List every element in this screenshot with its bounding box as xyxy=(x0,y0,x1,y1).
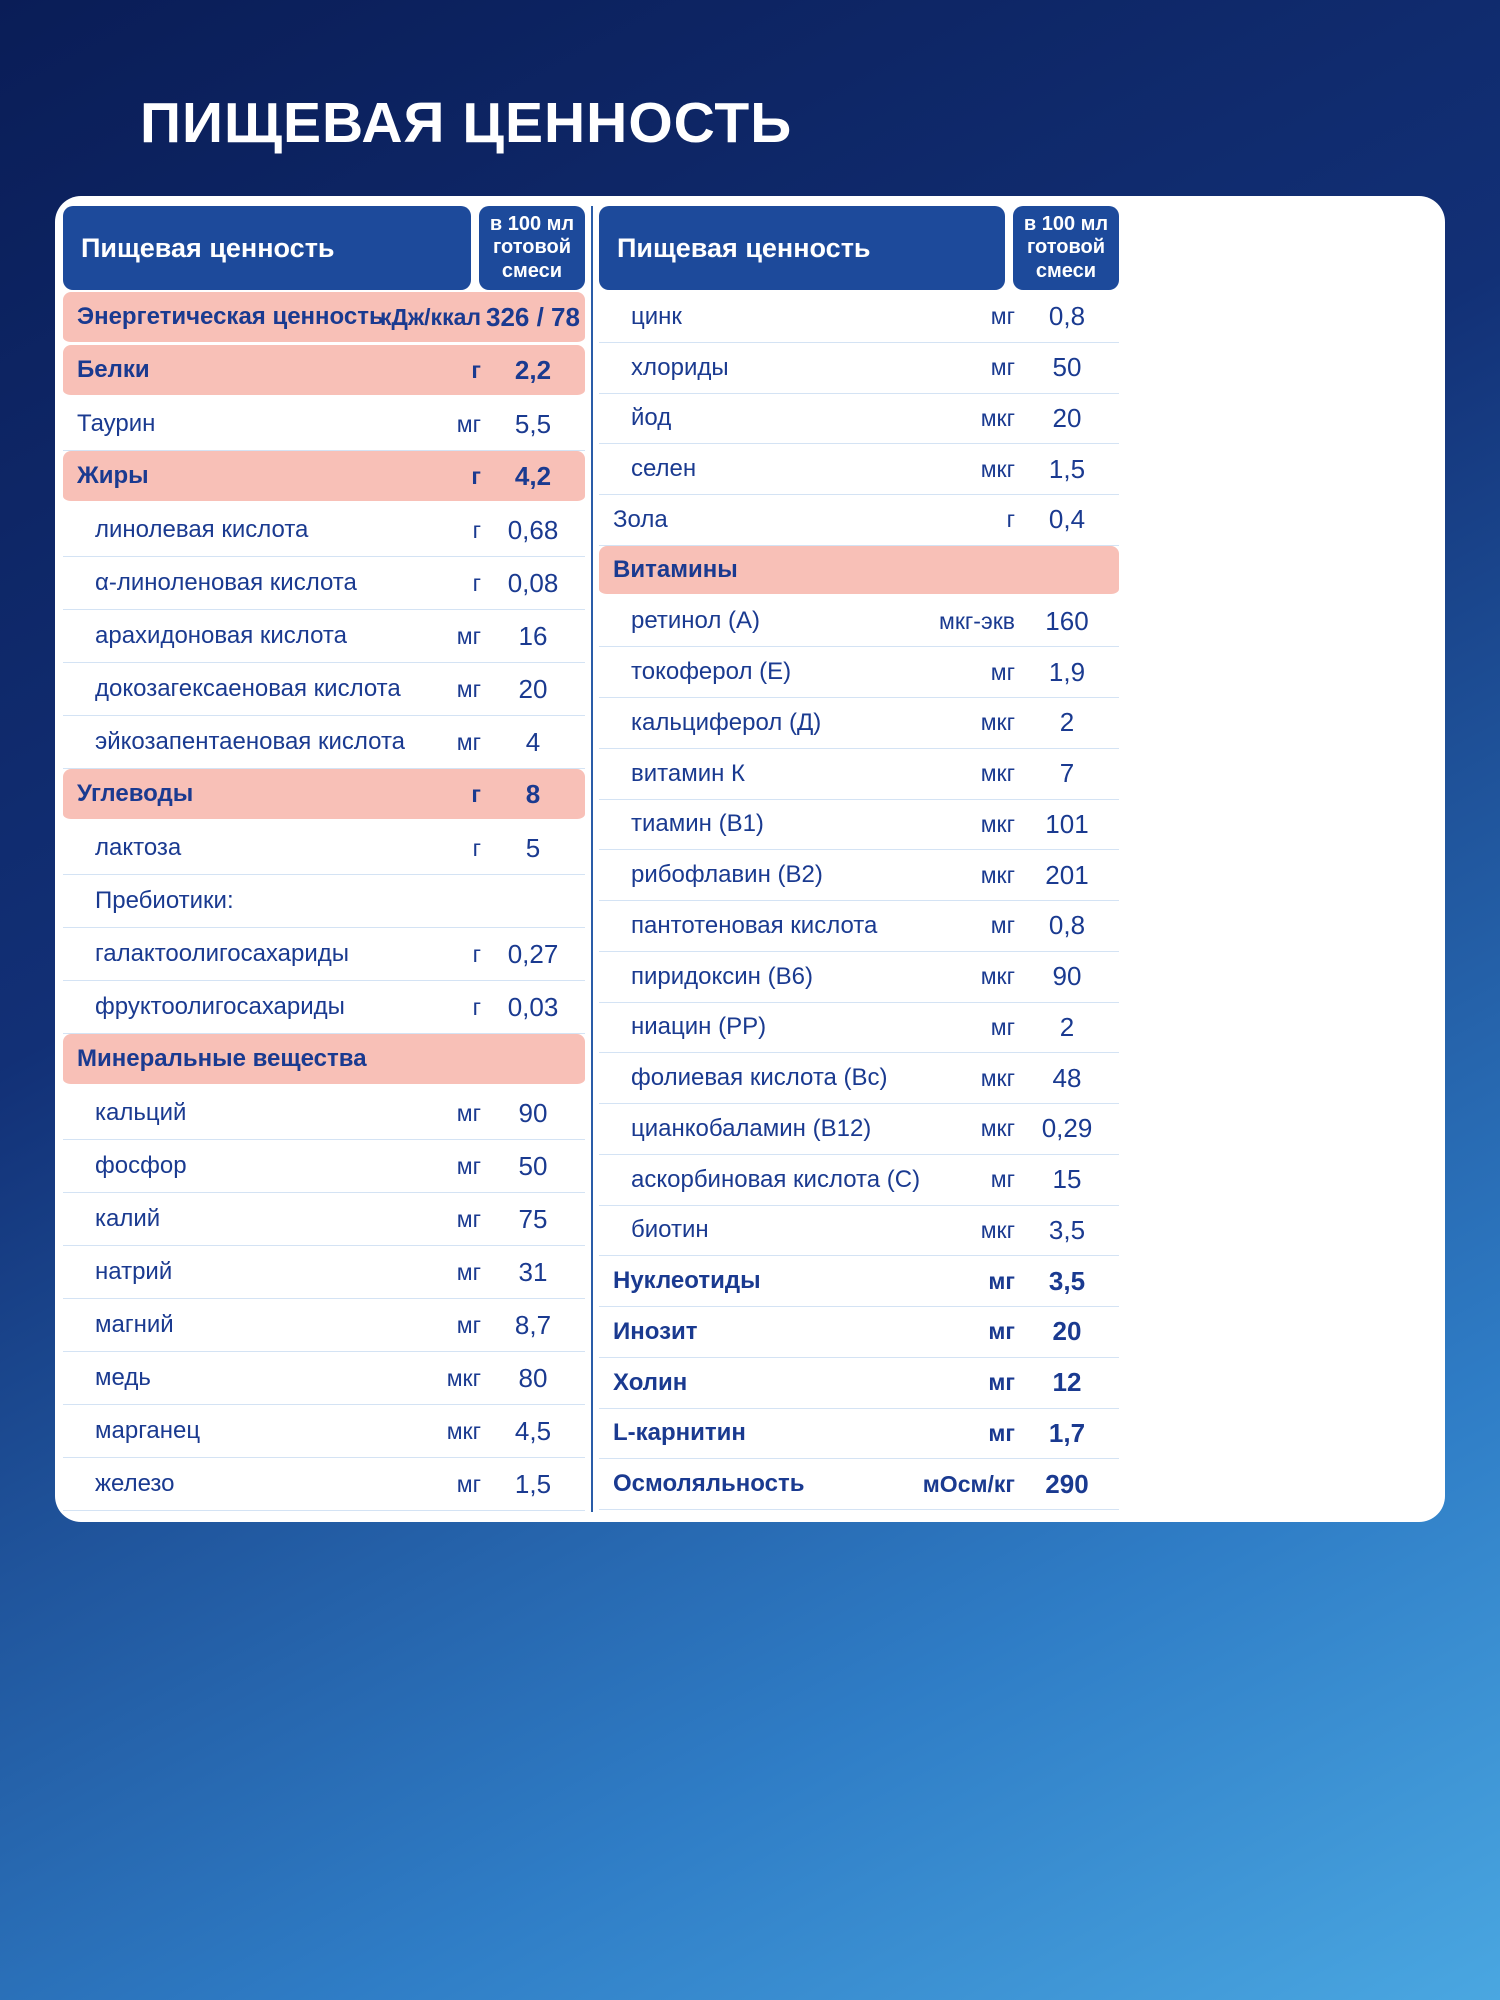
nutrient-label: Витамины xyxy=(613,555,738,583)
nutrient-label: арахидоновая кислота xyxy=(95,622,347,649)
nutrient-value: 2 xyxy=(1059,707,1075,738)
nutrient-unit: мг xyxy=(988,1369,1015,1396)
nutrient-label: хлориды xyxy=(631,353,729,381)
nutrient-label: лактоза xyxy=(95,834,182,861)
nutrient-label: Нуклеотиды xyxy=(613,1267,761,1295)
nutrient-value: 90 xyxy=(518,1097,548,1128)
table-row xyxy=(63,1246,585,1299)
nutrient-unit: г xyxy=(471,780,481,807)
nutrient-value: 290 xyxy=(1045,1468,1089,1499)
nutrient-unit: мкг xyxy=(980,709,1015,736)
nutrient-unit: мкг xyxy=(980,810,1015,837)
nutrient-value: 80 xyxy=(518,1362,548,1393)
nutrient-value: 8,7 xyxy=(514,1309,552,1340)
nutrient-unit: г xyxy=(472,834,481,861)
nutrient-label: линолевая кислота xyxy=(95,516,309,543)
table-row xyxy=(63,1087,585,1140)
nutrient-label: фосфор xyxy=(95,1152,187,1179)
nutrient-label: Жиры xyxy=(77,462,149,489)
nutrient-value: 90 xyxy=(1052,961,1082,992)
table-row xyxy=(599,1256,1119,1307)
nutrient-unit: мг xyxy=(990,1166,1015,1193)
table-row xyxy=(63,928,585,981)
table-header-right xyxy=(599,206,1119,290)
nutrient-value: 0,03 xyxy=(507,991,559,1022)
nutrient-unit: г xyxy=(471,462,481,489)
nutrient-label: фолиевая кислота (Вс) xyxy=(631,1064,888,1092)
nutrition-table-right xyxy=(599,206,1119,1510)
table-row xyxy=(63,716,585,769)
table-row xyxy=(63,822,585,875)
section-row xyxy=(63,451,585,504)
nutrient-label: докозагексаеновая кислота xyxy=(95,675,401,702)
nutrient-value: 12 xyxy=(1052,1367,1082,1398)
nutrient-value: 5 xyxy=(525,832,541,863)
nutrient-value: 5,5 xyxy=(514,408,552,439)
table-row xyxy=(599,698,1119,749)
nutrient-label: эйкозапентаеновая кислота xyxy=(95,728,406,755)
nutrient-unit: мг xyxy=(990,658,1015,685)
table-header-unit: в 100 мл готовой смеси xyxy=(479,206,585,290)
page-title: ПИЩЕВАЯ ЦЕННОСТЬ xyxy=(140,91,793,155)
nutrient-value: 201 xyxy=(1045,859,1089,890)
nutrient-value: 4,5 xyxy=(514,1415,552,1446)
nutrient-unit: мг xyxy=(988,1318,1015,1345)
table-header-title: Пищевая ценность xyxy=(599,206,1005,290)
nutrient-label: калий xyxy=(95,1205,161,1232)
nutrient-unit: мкг xyxy=(980,1115,1015,1142)
table-row xyxy=(599,952,1119,1003)
nutrient-value: 20 xyxy=(1052,402,1082,433)
nutrient-unit: мг xyxy=(456,728,481,755)
nutrient-label: галактоолигосахариды xyxy=(95,940,350,967)
nutrient-unit: г xyxy=(472,993,481,1020)
nutrient-value: 16 xyxy=(518,620,548,651)
nutrient-unit: мОсм/кг xyxy=(922,1470,1015,1497)
nutrient-label: цианкобаламин (В12) xyxy=(631,1114,872,1142)
nutrient-unit: мкг xyxy=(980,404,1015,431)
nutrient-unit: мкг xyxy=(980,963,1015,990)
table-row xyxy=(599,394,1119,445)
table-row xyxy=(599,749,1119,800)
table-header-left xyxy=(63,206,585,290)
nutrient-unit: мкг xyxy=(980,1216,1015,1243)
nutrient-label: Холин xyxy=(613,1368,688,1396)
nutrient-label: ниацин (РР) xyxy=(631,1013,767,1041)
table-row xyxy=(599,1053,1119,1104)
section-row xyxy=(599,546,1119,597)
nutrition-card xyxy=(55,196,1445,1522)
nutrient-value: 1,5 xyxy=(514,1468,552,1499)
nutrient-label: натрий xyxy=(95,1258,173,1285)
table-row xyxy=(599,1003,1119,1054)
nutrient-unit: мг xyxy=(456,1099,481,1126)
nutrient-value: 160 xyxy=(1045,605,1089,636)
nutrient-unit: мкг xyxy=(446,1417,481,1444)
nutrient-value: 75 xyxy=(518,1203,548,1234)
nutrient-unit: г xyxy=(471,356,481,383)
nutrient-unit: кДж/ккал xyxy=(379,303,481,330)
nutrient-label: селен xyxy=(631,455,697,483)
nutrient-unit: мг xyxy=(456,1311,481,1338)
nutrient-unit: мкг xyxy=(980,1064,1015,1091)
nutrient-value: 50 xyxy=(1052,352,1082,383)
nutrient-unit: мг xyxy=(988,1267,1015,1294)
table-row xyxy=(63,1458,585,1511)
table-row xyxy=(63,1193,585,1246)
nutrient-value: 3,5 xyxy=(1048,1214,1086,1245)
table-header-title: Пищевая ценность xyxy=(63,206,471,290)
nutrient-value: 8 xyxy=(525,778,541,809)
nutrient-unit: мкг xyxy=(980,455,1015,482)
table-row xyxy=(599,1409,1119,1460)
table-rows-right xyxy=(599,292,1119,1510)
nutrient-unit: мг xyxy=(456,1152,481,1179)
table-row xyxy=(63,1299,585,1352)
nutrient-label: α-линоленовая кислота xyxy=(95,569,357,596)
nutrient-label: Энергетическая ценность xyxy=(77,303,384,330)
nutrient-value: 20 xyxy=(518,673,548,704)
nutrient-value: 101 xyxy=(1045,808,1089,839)
nutrient-value: 0,27 xyxy=(507,938,559,969)
nutrient-unit: мг xyxy=(456,1205,481,1232)
nutrient-unit: мг xyxy=(456,1258,481,1285)
nutrient-unit: мг xyxy=(456,622,481,649)
nutrient-value: 50 xyxy=(518,1150,548,1181)
nutrient-unit: мг xyxy=(990,354,1015,381)
nutrient-value: 20 xyxy=(1052,1316,1082,1347)
table-row xyxy=(63,1140,585,1193)
nutrient-value: 0,4 xyxy=(1048,504,1086,535)
nutrient-value: 0,8 xyxy=(1048,910,1086,941)
nutrient-unit: мг xyxy=(456,1470,481,1497)
nutrient-label: пиридоксин (В6) xyxy=(631,962,813,990)
table-row xyxy=(599,1358,1119,1409)
nutrient-label: кальций xyxy=(95,1099,187,1126)
table-row xyxy=(599,647,1119,698)
nutrient-unit: мг xyxy=(990,303,1015,330)
nutrient-value: 326 / 78 xyxy=(486,301,580,332)
nutrient-value: 7 xyxy=(1059,758,1075,789)
nutrient-unit: мг xyxy=(988,1419,1015,1446)
table-row xyxy=(599,1104,1119,1155)
table-row xyxy=(63,610,585,663)
table-row xyxy=(63,398,585,451)
nutrient-label: тиамин (В1) xyxy=(631,810,764,838)
nutrient-label: Инозит xyxy=(613,1317,698,1345)
nutrient-unit: мкг-экв xyxy=(939,607,1015,634)
nutrient-value: 48 xyxy=(1052,1062,1082,1093)
nutrient-label: ретинол (А) xyxy=(631,607,761,635)
nutrient-label: магний xyxy=(95,1311,174,1338)
nutrient-value: 0,8 xyxy=(1048,301,1086,332)
table-row xyxy=(599,343,1119,394)
nutrient-label: аскорбиновая кислота (С) xyxy=(631,1165,921,1193)
nutrient-value: 15 xyxy=(1052,1164,1082,1195)
nutrient-label: марганец xyxy=(95,1417,201,1444)
table-row xyxy=(599,292,1119,343)
table-row xyxy=(599,444,1119,495)
nutrient-unit: мг xyxy=(990,912,1015,939)
nutrient-unit: г xyxy=(472,569,481,596)
nutrient-label: Таурин xyxy=(77,410,156,437)
nutrient-label: витамин К xyxy=(631,759,746,787)
nutrient-label: Белки xyxy=(77,356,150,383)
table-rows-left xyxy=(63,292,585,1511)
section-row xyxy=(63,769,585,822)
nutrient-value: 0,08 xyxy=(507,567,559,598)
column-divider xyxy=(591,206,593,1512)
table-row xyxy=(599,495,1119,546)
nutrition-table-left xyxy=(63,206,585,1511)
table-row xyxy=(63,1352,585,1405)
nutrient-label: рибофлавин (В2) xyxy=(631,861,823,889)
nutrient-unit: г xyxy=(472,940,481,967)
nutrient-label: фруктоолигосахариды xyxy=(95,993,345,1020)
nutrient-unit: г xyxy=(1006,506,1015,533)
table-row xyxy=(63,1405,585,1458)
nutrient-label: цинк xyxy=(631,302,682,330)
section-row xyxy=(63,292,585,345)
table-row xyxy=(63,981,585,1034)
nutrient-label: пантотеновая кислота xyxy=(631,911,878,939)
nutrient-unit: мкг xyxy=(446,1364,481,1391)
table-row xyxy=(63,663,585,716)
nutrient-value: 1,7 xyxy=(1048,1417,1086,1448)
nutrient-label: железо xyxy=(95,1470,175,1497)
nutrient-unit: г xyxy=(472,516,481,543)
nutrient-label: Минеральные вещества xyxy=(77,1045,367,1072)
nutrient-unit: мкг xyxy=(980,861,1015,888)
nutrient-value: 2 xyxy=(1059,1011,1075,1042)
nutrient-unit: мг xyxy=(456,675,481,702)
table-row xyxy=(63,504,585,557)
nutrient-label: L-карнитин xyxy=(613,1419,746,1447)
nutrient-label: Пребиотики: xyxy=(95,887,234,914)
nutrient-label: Осмоляльность xyxy=(613,1470,805,1498)
table-row xyxy=(599,1206,1119,1257)
nutrient-unit: мкг xyxy=(980,760,1015,787)
table-row xyxy=(63,875,585,928)
table-row xyxy=(599,1155,1119,1206)
nutrient-value: 3,5 xyxy=(1048,1265,1086,1296)
nutrient-label: Зола xyxy=(613,505,668,533)
nutrient-value: 0,68 xyxy=(507,514,559,545)
nutrient-unit: мг xyxy=(990,1013,1015,1040)
nutrient-label: токоферол (Е) xyxy=(631,658,792,686)
nutrient-label: медь xyxy=(95,1364,151,1391)
nutrient-value: 4,2 xyxy=(514,460,552,491)
nutrient-label: йод xyxy=(631,404,672,432)
nutrient-label: кальциферол (Д) xyxy=(631,708,822,736)
nutrient-unit: мг xyxy=(456,410,481,437)
table-row xyxy=(599,850,1119,901)
nutrient-value: 1,9 xyxy=(1048,656,1086,687)
nutrient-value: 1,5 xyxy=(1048,453,1086,484)
nutrient-value: 4 xyxy=(525,726,541,757)
table-header-unit: в 100 мл готовой смеси xyxy=(1013,206,1119,290)
table-row xyxy=(599,901,1119,952)
nutrient-label: Углеводы xyxy=(77,780,194,807)
table-row xyxy=(599,597,1119,648)
section-row xyxy=(63,345,585,398)
section-row xyxy=(63,1034,585,1087)
nutrient-value: 0,29 xyxy=(1041,1113,1093,1144)
table-row xyxy=(599,1459,1119,1510)
table-row xyxy=(599,800,1119,851)
table-row xyxy=(599,1307,1119,1358)
table-row xyxy=(63,557,585,610)
nutrient-label: биотин xyxy=(631,1216,709,1244)
nutrient-value: 31 xyxy=(518,1256,548,1287)
nutrient-value: 2,2 xyxy=(514,354,552,385)
